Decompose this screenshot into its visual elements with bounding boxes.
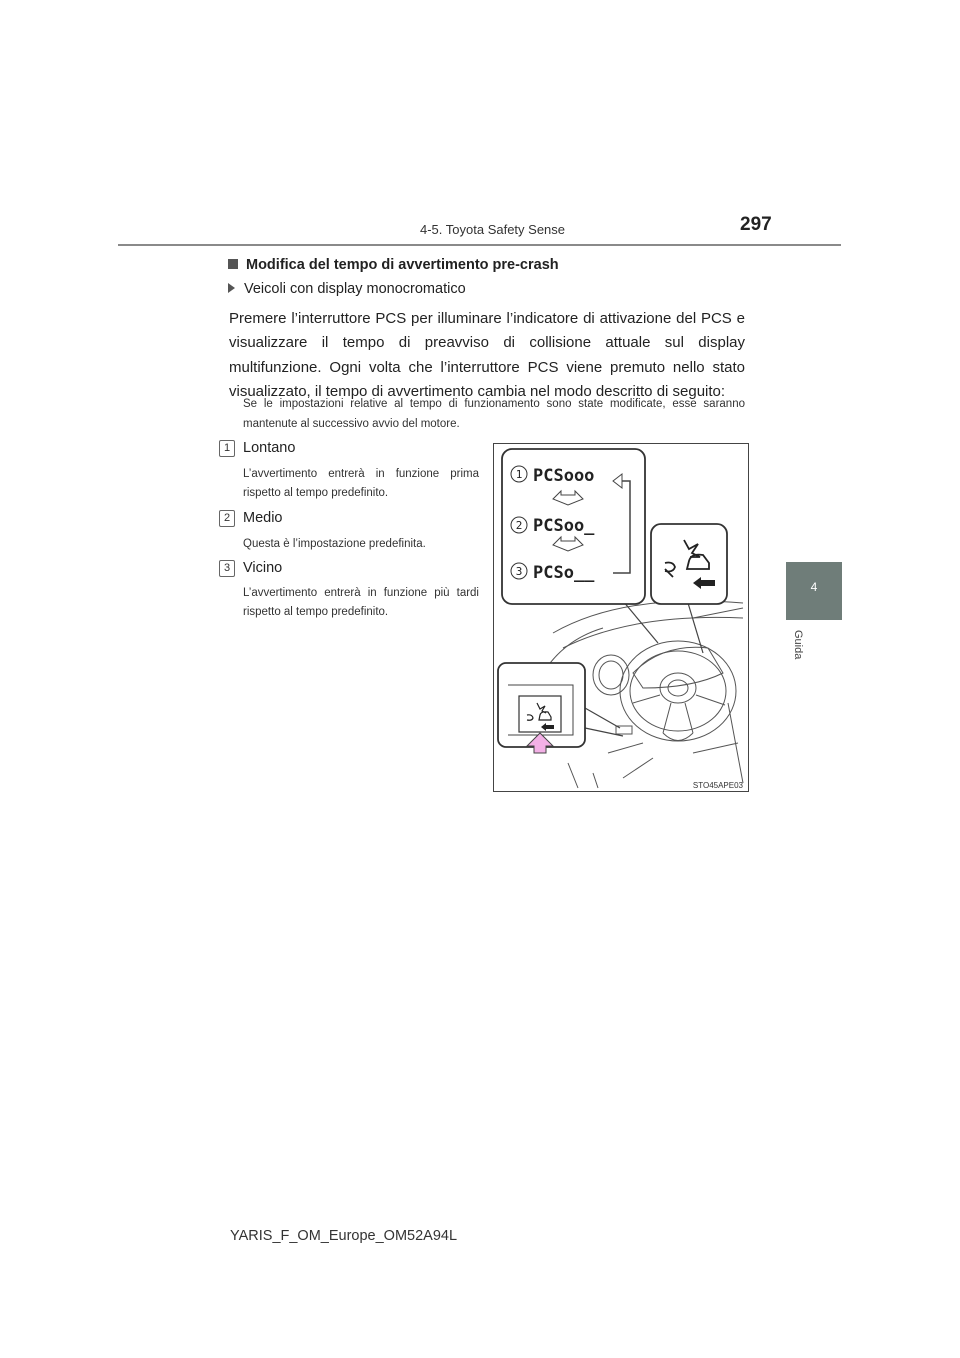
display-setting-middle: PCSoo_: [533, 516, 595, 536]
option-description: L’avvertimento entrerà in funzione prima rispetto al tempo predefinito.: [243, 468, 479, 499]
chapter-tab-number: 4: [810, 580, 818, 594]
subsection-heading-text: Veicoli con display monocromatico: [244, 281, 466, 297]
option-number: 3: [219, 560, 235, 577]
display-setting-near: PCSo__: [533, 563, 595, 583]
note-paragraph: Se le impostazioni relative al tempo di funzionamento sono state modificate, esse saranno mantenute al successivo avvio del motore.: [243, 398, 745, 430]
option-title: Vicino: [243, 560, 283, 576]
option-description: Questa è l’impostazione predefinita.: [243, 538, 426, 550]
chapter-label: [792, 630, 806, 690]
pcs-dashboard-illustration: [493, 443, 749, 792]
chapter-label-text: Guida: [792, 630, 804, 660]
section-title: 4-5. Toyota Safety Sense: [420, 222, 566, 237]
chapter-tab: [786, 562, 842, 620]
option-number: 2: [219, 510, 235, 527]
section-heading-text: Modifica del tempo di avvertimento pre-crash: [246, 257, 559, 273]
option-title: Medio: [243, 510, 283, 526]
header-divider: [118, 244, 841, 246]
subsection-heading: [228, 281, 466, 297]
section-heading: [228, 257, 559, 273]
square-bullet-icon: [228, 259, 238, 269]
document-code: YARIS_F_OM_Europe_OM52A94L: [230, 1228, 458, 1244]
display-option-number: 2: [515, 519, 523, 532]
figure-code: STO45APE03: [692, 781, 743, 790]
option-description: L’avvertimento entrerà in funzione più tardi rispetto al tempo predefinito.: [243, 587, 479, 618]
page-number: 297: [740, 214, 772, 235]
display-option-number: 3: [515, 565, 523, 578]
triangle-bullet-icon: [228, 283, 235, 293]
display-option-number: 1: [515, 468, 523, 481]
display-setting-far: PCSooo: [533, 466, 595, 486]
option-number: 1: [219, 440, 235, 457]
instruction-paragraph: Premere l’interruttore PCS per illuminare l’indicatore di attivazione del PCS e visualizzare il tempo di preavviso di collisione attuale sul display multifunzione. Ogni volta che l’interruttore PCS viene premuto nello stato visualizzato, il tempo di avvertimento cambia nel modo descritto di seguito:: [229, 310, 745, 400]
option-title: Lontano: [243, 440, 296, 456]
